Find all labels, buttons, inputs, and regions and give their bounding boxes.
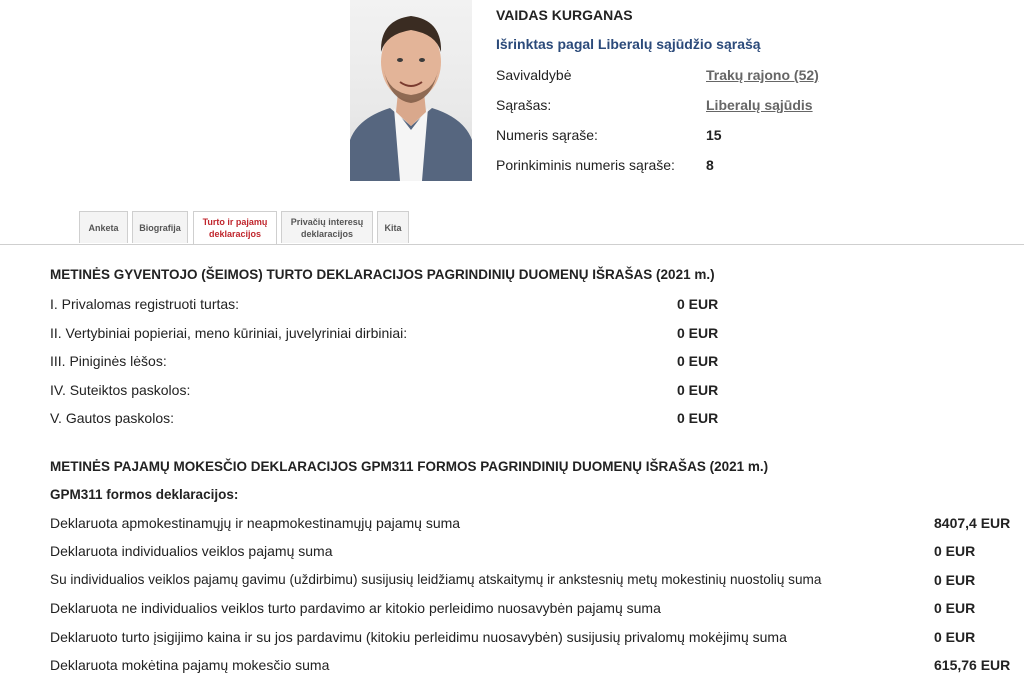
income-item-label: Deklaruoto turto įsigijimo kaina ir su jos pardavimu (kitokiu perleidimu nuosavybėn) susijusių privalomų mokėjimų suma: [50, 629, 787, 645]
income-section-title: METINĖS PAJAMŲ MOKESČIO DEKLARACIJOS GPM311 FORMOS PAGRINDINIŲ DUOMENŲ IŠRAŠAS (2021 m.): [50, 459, 769, 474]
post-election-number-value: 8: [706, 157, 714, 173]
income-subsection-title: GPM311 formos deklaracijos:: [50, 487, 239, 502]
income-item-value: 0 EUR: [934, 572, 976, 588]
income-item-value: 0 EUR: [934, 629, 976, 645]
tab-biografija[interactable]: Biografija: [132, 211, 188, 243]
property-item-value: 0 EUR: [677, 410, 719, 426]
income-item-value: 0 EUR: [934, 600, 976, 616]
tab-bar: [0, 211, 1024, 245]
tab-private-interests-declarations[interactable]: Privačių interesų deklaracijos: [281, 211, 373, 243]
property-item-value: 0 EUR: [677, 353, 719, 369]
tab-anketa[interactable]: Anketa: [79, 211, 128, 243]
list-link[interactable]: Liberalų sąjūdis: [706, 97, 813, 113]
property-item-value: 0 EUR: [677, 325, 719, 341]
property-item-label: III. Piniginės lėšos:: [50, 353, 167, 369]
elected-by-list: Išrinktas pagal Liberalų sąjūdžio sąrašą: [496, 36, 761, 52]
municipality-label: Savivaldybė: [496, 67, 572, 83]
income-item-value: 615,76 EUR: [934, 657, 1011, 673]
property-item-value: 0 EUR: [677, 382, 719, 398]
property-item-label: I. Privalomas registruoti turtas:: [50, 296, 240, 312]
property-item-label: IV. Suteiktos paskolos:: [50, 382, 191, 398]
income-item-value: 0 EUR: [934, 543, 976, 559]
tab-property-income-declarations[interactable]: Turto ir pajamų deklaracijos: [193, 211, 277, 244]
person-name: VAIDAS KURGANAS: [496, 7, 633, 23]
tab-kita[interactable]: Kita: [377, 211, 409, 243]
list-label: Sąrašas:: [496, 97, 552, 113]
income-item-value: 8407,4 EUR: [934, 515, 1011, 531]
list-number-label: Numeris sąraše:: [496, 127, 598, 143]
property-item-label: V. Gautos paskolos:: [50, 410, 175, 426]
list-number-value: 15: [706, 127, 722, 143]
income-item-label: Deklaruota ne individualios veiklos turto pardavimo ar kitokio perleidimo nuosavybėn pajamų suma: [50, 600, 661, 616]
property-item-value: 0 EUR: [677, 296, 719, 312]
municipality-link[interactable]: Trakų rajono (52): [706, 67, 819, 83]
profile-header: [0, 0, 1024, 200]
income-item-label: Deklaruota mokėtina pajamų mokesčio suma: [50, 657, 330, 673]
income-item-label: Deklaruota apmokestinamųjų ir neapmokestinamųjų pajamų suma: [50, 515, 461, 531]
income-item-label: Su individualios veiklos pajamų gavimu (uždirbimu) susijusių leidžiamų atskaitymų ir ankstesnių metų mokestinių nuostolių suma: [50, 572, 822, 587]
property-item-label: II. Vertybiniai popieriai, meno kūriniai, juvelyriniai dirbiniai:: [50, 325, 408, 341]
post-election-number-label: Porinkiminis numeris sąraše:: [496, 157, 675, 173]
property-section-title: METINĖS GYVENTOJO (ŠEIMOS) TURTO DEKLARACIJOS PAGRINDINIŲ DUOMENŲ IŠRAŠAS (2021 m.): [50, 267, 715, 282]
income-item-label: Deklaruota individualios veiklos pajamų suma: [50, 543, 333, 559]
profile-photo: [350, 0, 472, 181]
